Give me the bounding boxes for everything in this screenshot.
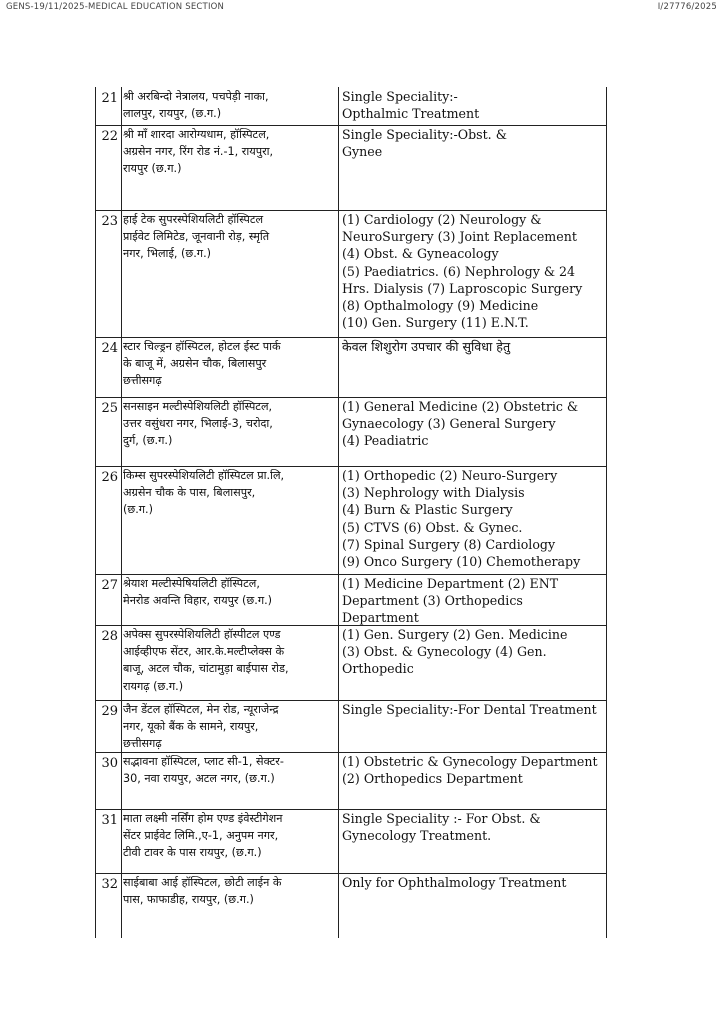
row-speciality: Only for Ophthalmology Treatment [342, 875, 567, 890]
table-row [0, 466, 723, 574]
table-row [0, 752, 723, 809]
row-hospital-name-address: जैन डेंटल हॉस्पिटल, मेन रोड, न्यूराजेन्द्र नगर, यूको बैंक के सामने, रायपुर, छत्तीसगढ़ [123, 703, 279, 751]
row-speciality: (1) General Medicine (2) Obstetric & Gynaecology (3) General Surgery (4) Peadiatric [342, 399, 579, 449]
row-divider [95, 625, 607, 626]
table-row [0, 87, 723, 125]
row-hospital-name-address: सनसाइन मल्टीस्पेशियलिटी हॉस्पिटल, उत्तर वसुंधरा नगर, भिलाई-3, चरोदा, दुर्ग, (छ.ग.) [123, 400, 273, 448]
row-speciality: (1) Gen. Surgery (2) Gen. Medicine (3) Obst. & Gynecology (4) Gen. Orthopedic [342, 627, 568, 677]
row-speciality: Single Speciality:-Obst. & Gynee [342, 127, 507, 160]
row-hospital-name-address: हाई टेक सुपरस्पेशियलिटी हॉस्पिटल प्राईवेट लिमिटेड, जूनवानी रोड़, स्मृति नगर, भिलाई, (छ.ग.) [123, 213, 270, 261]
row-speciality: (1) Medicine Department (2) ENT Department (3) Orthopedics Department [342, 576, 559, 626]
table-row [0, 625, 723, 700]
row-divider [95, 873, 607, 874]
row-serial-number: 31 [101, 813, 118, 828]
row-divider [95, 466, 607, 467]
row-hospital-name-address: श्री अरबिन्दो नेत्रालय, पचपेड़ी नाका, लालपुर, रायपुर, (छ.ग.) [123, 90, 269, 121]
row-hospital-name-address: सद्भावना हॉस्पिटल, प्लाट सी-1, सेक्टर- 30, नवा रायपुर, अटल नगर, (छ.ग.) [123, 755, 284, 786]
row-divider [95, 210, 607, 211]
row-serial-number: 30 [101, 756, 118, 771]
table-row [0, 873, 723, 938]
row-hospital-name-address: श्री माँ शारदा आरोग्यधाम, हॉस्पिटल, अग्रसेन नगर, रिंग रोड नं.-1, रायपुरा, रायपुर (छ.ग.) [123, 128, 274, 176]
table-row [0, 337, 723, 397]
row-hospital-name-address: श्रेयाश मल्टीस्पेषियलिटी हॉस्पिटल, मेनरोड अवन्ति विहार, रायपुर (छ.ग.) [123, 577, 273, 608]
table-row [0, 809, 723, 873]
row-serial-number: 24 [101, 341, 118, 356]
row-serial-number: 22 [101, 129, 118, 144]
table-row [0, 574, 723, 625]
row-divider [95, 397, 607, 398]
row-divider [95, 337, 607, 338]
table-row [0, 125, 723, 210]
row-serial-number: 29 [101, 704, 118, 719]
row-speciality: (1) Obstetric & Gynecology Department (2) Orthopedics Department [342, 754, 598, 787]
row-divider [95, 125, 607, 126]
document-header-right: I/27776/2025 [657, 2, 717, 12]
row-hospital-name-address: स्टार चिल्ड्रन हॉस्पिटल, होटल ईस्ट पार्क के बाजू में, अग्रसेन चौक, बिलासपुर छत्तीसगढ़ [123, 340, 281, 388]
row-serial-number: 32 [101, 877, 118, 892]
row-divider [95, 574, 607, 575]
row-serial-number: 25 [101, 401, 118, 416]
row-speciality: Single Speciality:- Opthalmic Treatment [342, 89, 480, 122]
row-divider [95, 752, 607, 753]
row-speciality: (1) Cardiology (2) Neurology & NeuroSurgery (3) Joint Replacement (4) Obst. & Gyneacology (5) Paediatrics. (6) Nephrology & 24 Hrs. Dialysis (7) Laproscopic Surgery (8) Opthalmology (9) Medicine (10) Gen. Surgery (11) E.N.T. [342, 212, 583, 331]
row-speciality: Single Speciality:-For Dental Treatment [342, 702, 597, 717]
row-serial-number: 28 [101, 629, 118, 644]
row-speciality: केवल शिशुरोग उपचार की सुविधा हेतु [342, 339, 511, 354]
row-hospital-name-address: माता लक्ष्मी नर्सिंग होम एण्ड इंवेस्टीगेशन सेंटर प्राईवेट लिमि.,ए-1, अनुपम नगर, टीवी टावर के पास रायपुर, (छ.ग.) [123, 812, 283, 860]
table-row [0, 397, 723, 466]
row-serial-number: 23 [101, 214, 118, 229]
row-divider [95, 700, 607, 701]
row-speciality: Single Speciality :- For Obst. & Gynecology Treatment. [342, 811, 541, 844]
table-row [0, 210, 723, 337]
row-hospital-name-address: साईबाबा आई हॉस्पिटल, छोटी लाईन के पास, फाफाडीह, रायपुर, (छ.ग.) [123, 876, 282, 907]
document-header-left: GENS-19/11/2025-MEDICAL EDUCATION SECTION [6, 2, 225, 12]
row-divider [95, 809, 607, 810]
row-serial-number: 26 [101, 470, 118, 485]
row-hospital-name-address: अपेक्स सुपरस्पेशियलिटी हॉस्पीटल एण्ड आईव्हीएफ सेंटर, आर.के.मल्टीप्लेक्स के बाजू, अटल चौक, चांटामुड़ा बाईपास रोड, रायगढ़ (छ.ग.) [123, 628, 289, 693]
row-speciality: (1) Orthopedic (2) Neuro-Surgery (3) Nephrology with Dialysis (4) Burn & Plastic Surgery (5) CTVS (6) Obst. & Gynec. (7) Spinal Surgery (8) Cardiology (9) Onco Surgery (10) Chemotherapy [342, 468, 581, 570]
row-serial-number: 21 [101, 91, 118, 106]
table-row [0, 700, 723, 752]
row-serial-number: 27 [101, 578, 118, 593]
row-hospital-name-address: किम्स सुपरस्पेशियलिटी हॉस्पिटल प्रा.लि, अग्रसेन चौक के पास, बिलासपुर, (छ.ग.) [123, 469, 285, 517]
